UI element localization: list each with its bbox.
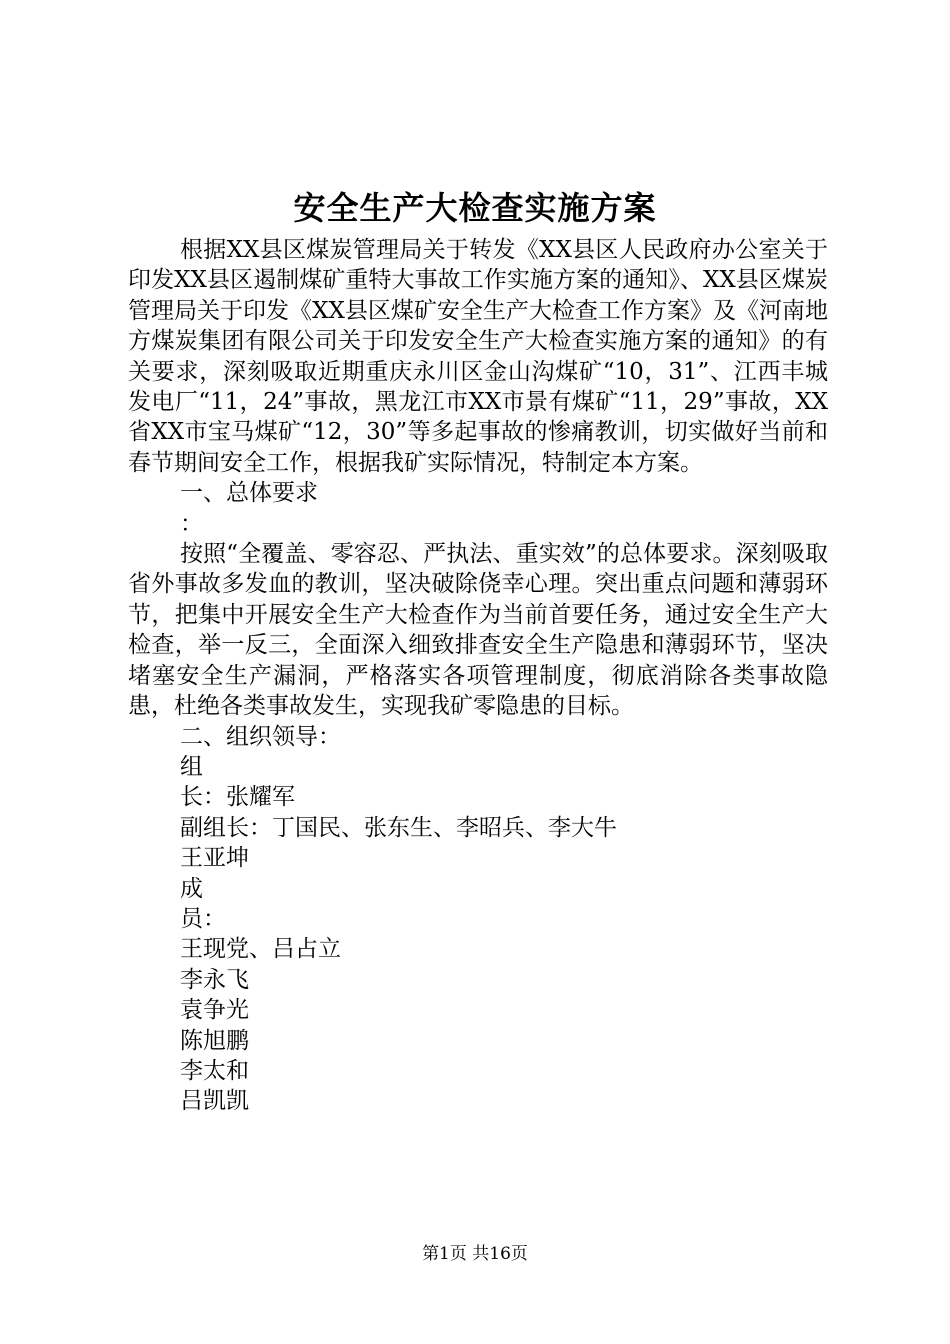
deputy-continuation: 王亚坤	[180, 845, 249, 872]
intro-paragraph: 根据XX县区煤炭管理局关于转发《XX县区人民政府办公室关于印发XX县区遏制煤矿重特大事故工作实施方案的通知》、XX县区煤炭管理局关于印发《XX县区煤矿安全生产大检查工作方案》及《河南地方煤炭集团有限公司关于印发安全生产大检查实施方案的通知》的有关要求，深刻吸取近期重庆永川区金山沟煤矿“10，31”、江西丰城发电厂“11，24”事故，黑龙江市XX市景有煤矿“11，29”事故，XX省XX市宝马煤矿“12，30”等多起事故的惨痛教训，切实做好当前和春节期间安全工作，根据我矿实际情况，特制定本方案。	[128, 237, 828, 476]
member-name: 吕凯凯	[180, 1088, 249, 1115]
member-label-part2: 员：	[180, 905, 226, 932]
section1-colon: ：	[180, 510, 203, 537]
leader-label-part1: 组	[180, 753, 203, 780]
section1-paragraph: 按照“全覆盖、零容忍、严执法、重实效”的总体要求。深刻吸取省外事故多发血的教训，坚决破除侥幸心理。突出重点问题和薄弱环节，把集中开展安全生产大检查作为当前首要任务，通过安全生产大检查，举一反三，全面深入细致排查安全生产隐患和薄弱环节，坚决堵塞安全生产漏洞，严格落实各项管理制度，彻底消除各类事故隐患，杜绝各类事故发生，实现我矿零隐患的目标。	[128, 541, 828, 720]
member-name: 李永飞	[180, 966, 249, 993]
document-title: 安全生产大检查实施方案	[293, 189, 657, 227]
page-footer: 第1页 共16页	[422, 1244, 528, 1264]
member-label-part1: 成	[180, 875, 203, 902]
member-name: 李太和	[180, 1057, 249, 1084]
leader-line: 长：张耀军	[180, 784, 295, 811]
document-body	[128, 235, 828, 1117]
member-name: 袁争光	[180, 997, 249, 1024]
member-name: 王现党、吕占立	[180, 936, 341, 963]
section2-heading: 二、组织领导：	[180, 723, 341, 750]
deputy-line: 副组长：丁国民、张东生、李昭兵、李大牛	[180, 814, 617, 841]
section1-heading: 一、总体要求	[180, 480, 318, 507]
member-name: 陈旭鹏	[180, 1027, 249, 1054]
